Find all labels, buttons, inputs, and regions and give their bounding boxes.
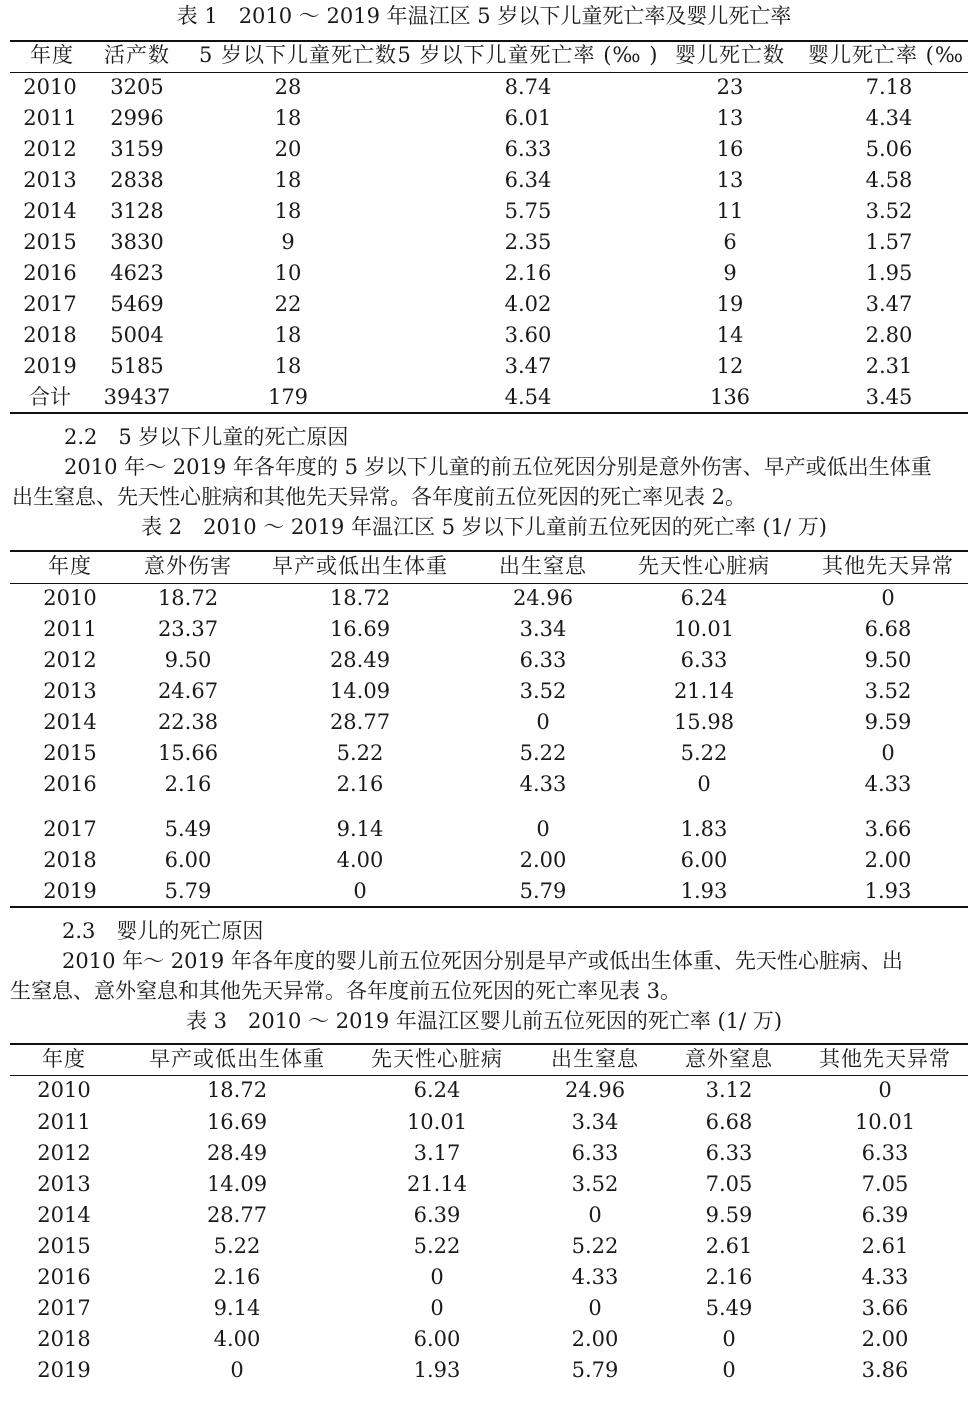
table1-cell: 39437: [103, 385, 171, 409]
table2-cell: 16.69: [329, 617, 391, 641]
table2-row: [0, 583, 968, 614]
table2-header-cell: 其他先天异常: [822, 554, 954, 578]
table3-cell: 9.59: [705, 1203, 753, 1227]
table2-cell: 2011: [43, 617, 97, 641]
table1-row: [0, 382, 968, 413]
table2-cell: 2016: [43, 772, 97, 796]
table2-cell: 4.00: [336, 848, 384, 872]
table3-cell: 6.24: [413, 1078, 461, 1102]
table1-cell: 5469: [110, 292, 164, 316]
table1-cell: 18: [274, 323, 302, 347]
table1-row: [0, 258, 968, 289]
table3-cell: 21.14: [406, 1172, 468, 1196]
table1-header-cell: 年度: [30, 43, 74, 67]
table1-cell: 2016: [23, 261, 77, 285]
table2-cell: 4.33: [864, 772, 912, 796]
table3-header-cell: 年度: [42, 1047, 86, 1071]
table2-row: [0, 707, 968, 738]
table1-bottom-rule: [10, 412, 968, 414]
table3-cell: 24.96: [564, 1078, 626, 1102]
table1-cell: 2.16: [504, 261, 552, 285]
table2-cell: 2.16: [336, 772, 384, 796]
table3-header-row: [0, 1044, 968, 1075]
table3-cell: 5.22: [213, 1234, 261, 1258]
table1-row: [0, 196, 968, 227]
table2-cell: 3.52: [519, 679, 567, 703]
table2-cell: 2.00: [519, 848, 567, 872]
table2-cell: 24.67: [157, 679, 219, 703]
table1-cell: 5185: [110, 354, 164, 378]
table1-cell: 1.95: [865, 261, 913, 285]
table2-cell: 0: [536, 710, 550, 734]
table3-cell: 6.00: [413, 1327, 461, 1351]
table3-cell: 0: [430, 1265, 444, 1289]
table1-cell: 2013: [23, 168, 77, 192]
table1-cell: 10: [274, 261, 302, 285]
table2-header-cell: 出生窒息: [499, 554, 587, 578]
table1-cell: 2019: [23, 354, 77, 378]
table1-row: [0, 103, 968, 134]
table1-cell: 5.75: [504, 199, 552, 223]
table3-row: [0, 1231, 968, 1262]
section-2-2-heading: 2.2 5 岁以下儿童的死亡原因: [64, 425, 349, 449]
table1-caption: 表 1 2010 ～ 2019 年温江区 5 岁以下儿童死亡率及婴儿死亡率: [176, 4, 792, 28]
table3-cell: 0: [878, 1078, 892, 1102]
table1-cell: 16: [716, 137, 744, 161]
table1-cell: 5.06: [865, 137, 913, 161]
table3-cell: 14.09: [206, 1172, 268, 1196]
table1-header-cell: 婴儿死亡率 (‰: [807, 43, 965, 67]
table2-cell: 3.34: [519, 617, 567, 641]
table1-cell: 2011: [23, 106, 77, 130]
table1-cell: 3.47: [504, 354, 552, 378]
table2-row: [0, 676, 968, 707]
table3-cell: 3.52: [571, 1172, 619, 1196]
table2-cell: 24.96: [512, 586, 574, 610]
table3-cell: 3.17: [413, 1141, 461, 1165]
table2-cell: 5.22: [519, 741, 567, 765]
table2-cell: 0: [536, 817, 550, 841]
table3-row: [0, 1169, 968, 1200]
table2-cell: 21.14: [673, 679, 735, 703]
table3-cell: 4.00: [213, 1327, 261, 1351]
table1-cell: 2.80: [865, 323, 913, 347]
table1-cell: 4623: [110, 261, 164, 285]
table1-cell: 2017: [23, 292, 77, 316]
table2-cell: 9.59: [864, 710, 912, 734]
table1-cell: 12: [716, 354, 744, 378]
table1-cell: 11: [716, 199, 744, 223]
table1-cell: 3.52: [865, 199, 913, 223]
table3-cell: 6.33: [705, 1141, 753, 1165]
table1-row: [0, 227, 968, 258]
table2-cell: 0: [697, 772, 711, 796]
table2-cell: 23.37: [157, 617, 219, 641]
table1-row: [0, 320, 968, 351]
table1-cell: 22: [274, 292, 302, 316]
table2-cell: 28.77: [329, 710, 391, 734]
table2-cell: 3.52: [864, 679, 912, 703]
table3-header-cell: 早产或低出生体重: [149, 1047, 325, 1071]
table1-row: [0, 289, 968, 320]
table3-cell: 18.72: [206, 1078, 268, 1102]
table3-cell: 7.05: [705, 1172, 753, 1196]
table2-cell: 6.68: [864, 617, 912, 641]
table3-cell: 2.00: [571, 1327, 619, 1351]
table2-cell: 2018: [43, 848, 97, 872]
table1-cell: 6: [723, 230, 737, 254]
table3-cell: 2011: [37, 1110, 91, 1134]
table2-cell: 9.50: [864, 648, 912, 672]
table1-cell: 2014: [23, 199, 77, 223]
table1-header-cell: 婴儿死亡数: [675, 43, 785, 67]
table2-cell: 6.24: [680, 586, 728, 610]
table3-caption: 表 3 2010 ～ 2019 年温江区婴儿前五位死因的死亡率 (1/ 万): [185, 1009, 783, 1033]
table3-cell: 28.49: [206, 1141, 268, 1165]
table3-cell: 2.61: [705, 1234, 753, 1258]
table3-cell: 2018: [37, 1327, 91, 1351]
table3-header-cell: 其他先天异常: [819, 1047, 951, 1071]
table3-cell: 2.61: [861, 1234, 909, 1258]
table3-cell: 0: [722, 1358, 736, 1382]
table3-cell: 2014: [37, 1203, 91, 1227]
table1-header-cell: 5 岁以下儿童死亡数: [198, 43, 398, 67]
table3-cell: 10.01: [406, 1110, 468, 1134]
table3-cell: 0: [588, 1296, 602, 1320]
table1-cell: 1.57: [865, 230, 913, 254]
table1-cell: 2015: [23, 230, 77, 254]
table3-cell: 2016: [37, 1265, 91, 1289]
table2-cell: 6.00: [164, 848, 212, 872]
table3-cell: 0: [230, 1358, 244, 1382]
table3-cell: 16.69: [206, 1110, 268, 1134]
table2-cell: 3.66: [864, 817, 912, 841]
table3-cell: 6.33: [861, 1141, 909, 1165]
table1-cell: 6.01: [504, 106, 552, 130]
table3-cell: 2.16: [213, 1265, 261, 1289]
section-2-3-paragraph-line-1: 2010 年～ 2019 年各年度的婴儿前五位死因分别是早产或低出生体重、先天性心脏病、出: [62, 949, 903, 973]
table1-cell: 4.58: [865, 168, 913, 192]
table1-row: [0, 134, 968, 165]
table1-cell: 18: [274, 106, 302, 130]
table1-cell: 19: [716, 292, 744, 316]
table3-cell: 2.16: [705, 1265, 753, 1289]
table1-cell: 3.47: [865, 292, 913, 316]
table1-cell: 3.60: [504, 323, 552, 347]
table2-cell: 5.22: [680, 741, 728, 765]
table1-cell: 4.02: [504, 292, 552, 316]
table2-cell: 2015: [43, 741, 97, 765]
table2-cell: 5.22: [336, 741, 384, 765]
table1-cell: 20: [274, 137, 302, 161]
table2-cell: 9.14: [336, 817, 384, 841]
table2-cell: 10.01: [673, 617, 735, 641]
table2-cell: 15.66: [157, 741, 219, 765]
table2-cell: 0: [353, 879, 367, 903]
table2-cell: 2010: [43, 586, 97, 610]
table2-header-cell: 早产或低出生体重: [272, 554, 448, 578]
table3-header-cell: 出生窒息: [551, 1047, 639, 1071]
table3-cell: 3.12: [705, 1078, 753, 1102]
table2-cell: 18.72: [329, 586, 391, 610]
table2-cell: 9.50: [164, 648, 212, 672]
table2-cell: 2017: [43, 817, 97, 841]
table1-header-row: [0, 40, 968, 71]
table1-cell: 2.31: [865, 354, 913, 378]
table3-cell: 2019: [37, 1358, 91, 1382]
table2-cell: 6.33: [519, 648, 567, 672]
table1-cell: 6.33: [504, 137, 552, 161]
table3-row: [0, 1107, 968, 1138]
table3-cell: 2013: [37, 1172, 91, 1196]
table2-cell: 15.98: [673, 710, 735, 734]
table2-row: [0, 738, 968, 769]
table2-row: [0, 845, 968, 876]
table1-row: [0, 165, 968, 196]
table1-cell: 9: [281, 230, 295, 254]
table1-cell: 3830: [110, 230, 164, 254]
table3-cell: 2017: [37, 1296, 91, 1320]
table1-cell: 2996: [110, 106, 164, 130]
table1-cell: 28: [274, 75, 302, 99]
table3-row: [0, 1355, 968, 1386]
table1-cell: 9: [723, 261, 737, 285]
table2-cell: 22.38: [157, 710, 219, 734]
table2-row: [0, 876, 968, 907]
table1-cell: 4.54: [504, 385, 552, 409]
table3-cell: 5.79: [571, 1358, 619, 1382]
table1-cell: 179: [267, 385, 309, 409]
table1-cell: 136: [709, 385, 751, 409]
table1-cell: 7.18: [865, 75, 913, 99]
table3-cell: 0: [588, 1203, 602, 1227]
table1-row: [0, 72, 968, 103]
table2-cell: 5.79: [164, 879, 212, 903]
table3-cell: 5.49: [705, 1296, 753, 1320]
table1-cell: 4.34: [865, 106, 913, 130]
table1-header-cell: 活产数: [104, 43, 170, 67]
table1-cell: 合计: [29, 385, 71, 409]
section-2-3-heading: 2.3 婴儿的死亡原因: [62, 919, 264, 943]
table2-cell: 18.72: [157, 586, 219, 610]
table2-cell: 5.79: [519, 879, 567, 903]
table2-cell: 2019: [43, 879, 97, 903]
table3-header-cell: 先天性心脏病: [371, 1047, 503, 1071]
table3-cell: 7.05: [861, 1172, 909, 1196]
table2-cell: 0: [881, 741, 895, 765]
table1-cell: 14: [716, 323, 744, 347]
table3-cell: 6.33: [571, 1141, 619, 1165]
table3-cell: 2012: [37, 1141, 91, 1165]
table2-cell: 5.49: [164, 817, 212, 841]
table1-cell: 13: [716, 106, 744, 130]
table3-row: [0, 1293, 968, 1324]
table3-row: [0, 1200, 968, 1231]
table1-cell: 13: [716, 168, 744, 192]
table3-cell: 3.86: [861, 1358, 909, 1382]
table2-row: [0, 814, 968, 845]
section-2-2-paragraph-line-2: 出生窒息、先天性心脏病和其他先天异常。各年度前五位死因的死亡率见表 2。: [12, 485, 747, 509]
table1-cell: 3159: [110, 137, 164, 161]
table1-cell: 3205: [110, 75, 164, 99]
table3-row: [0, 1324, 968, 1355]
table3-cell: 4.33: [571, 1265, 619, 1289]
table1-cell: 6.34: [504, 168, 552, 192]
table3-row: [0, 1262, 968, 1293]
table3-row: [0, 1138, 968, 1169]
table3-cell: 0: [430, 1296, 444, 1320]
table1-cell: 2010: [23, 75, 77, 99]
table2-cell: 2.16: [164, 772, 212, 796]
table1-header-cell: 5 岁以下儿童死亡率 (‰ ): [397, 43, 659, 67]
table2-bottom-rule: [10, 906, 968, 908]
table3-cell: 2.00: [861, 1327, 909, 1351]
table2-cell: 6.00: [680, 848, 728, 872]
table1-cell: 18: [274, 354, 302, 378]
table2-cell: 2014: [43, 710, 97, 734]
table3-cell: 6.39: [413, 1203, 461, 1227]
table2-cell: 1.83: [680, 817, 728, 841]
table2-cell: 2013: [43, 679, 97, 703]
table3-header-cell: 意外窒息: [685, 1047, 773, 1071]
table2-row: [0, 645, 968, 676]
table3-cell: 2015: [37, 1234, 91, 1258]
table2-cell: 1.93: [680, 879, 728, 903]
table1-cell: 2012: [23, 137, 77, 161]
table2-cell: 2012: [43, 648, 97, 672]
table1-cell: 3128: [110, 199, 164, 223]
table1-row: [0, 351, 968, 382]
table3-row: [0, 1075, 968, 1106]
section-2-3-paragraph-line-2: 生窒息、意外窒息和其他先天异常。各年度前五位死因的死亡率见表 3。: [10, 979, 682, 1003]
table1-cell: 23: [716, 75, 744, 99]
table2-cell: 6.33: [680, 648, 728, 672]
table2-cell: 4.33: [519, 772, 567, 796]
table3-cell: 3.34: [571, 1110, 619, 1134]
table1-cell: 3.45: [865, 385, 913, 409]
table1-cell: 2.35: [504, 230, 552, 254]
table2-cell: 0: [881, 586, 895, 610]
table3-cell: 9.14: [213, 1296, 261, 1320]
table1-cell: 2838: [110, 168, 164, 192]
table2-cell: 2.00: [864, 848, 912, 872]
table2-caption: 表 2 2010 ～ 2019 年温江区 5 岁以下儿童前五位死因的死亡率 (1/ 万): [141, 515, 827, 539]
table3-cell: 0: [722, 1327, 736, 1351]
table3-cell: 6.39: [861, 1203, 909, 1227]
table2-cell: 28.49: [329, 648, 391, 672]
table3-cell: 5.22: [413, 1234, 461, 1258]
table2-header-cell: 先天性心脏病: [638, 554, 770, 578]
table3-cell: 28.77: [206, 1203, 268, 1227]
table3-cell: 3.66: [861, 1296, 909, 1320]
table2-row: [0, 769, 968, 800]
table2-header-cell: 意外伤害: [144, 554, 232, 578]
table2-cell: 1.93: [864, 879, 912, 903]
table2-cell: 14.09: [329, 679, 391, 703]
table3-cell: 5.22: [571, 1234, 619, 1258]
table3-cell: 10.01: [854, 1110, 916, 1134]
table1-cell: 2018: [23, 323, 77, 347]
table1-cell: 8.74: [504, 75, 552, 99]
table1-cell: 5004: [110, 323, 164, 347]
table3-cell: 4.33: [861, 1265, 909, 1289]
table1-cell: 18: [274, 199, 302, 223]
table3-cell: 6.68: [705, 1110, 753, 1134]
table1-cell: 18: [274, 168, 302, 192]
section-2-2-paragraph-line-1: 2010 年～ 2019 年各年度的 5 岁以下儿童的前五位死因分别是意外伤害、早产或低出生体重: [64, 455, 932, 479]
table3-cell: 1.93: [413, 1358, 461, 1382]
table2-header-row: [0, 551, 968, 582]
table2-header-cell: 年度: [48, 554, 92, 578]
table2-row: [0, 614, 968, 645]
table3-cell: 2010: [37, 1078, 91, 1102]
